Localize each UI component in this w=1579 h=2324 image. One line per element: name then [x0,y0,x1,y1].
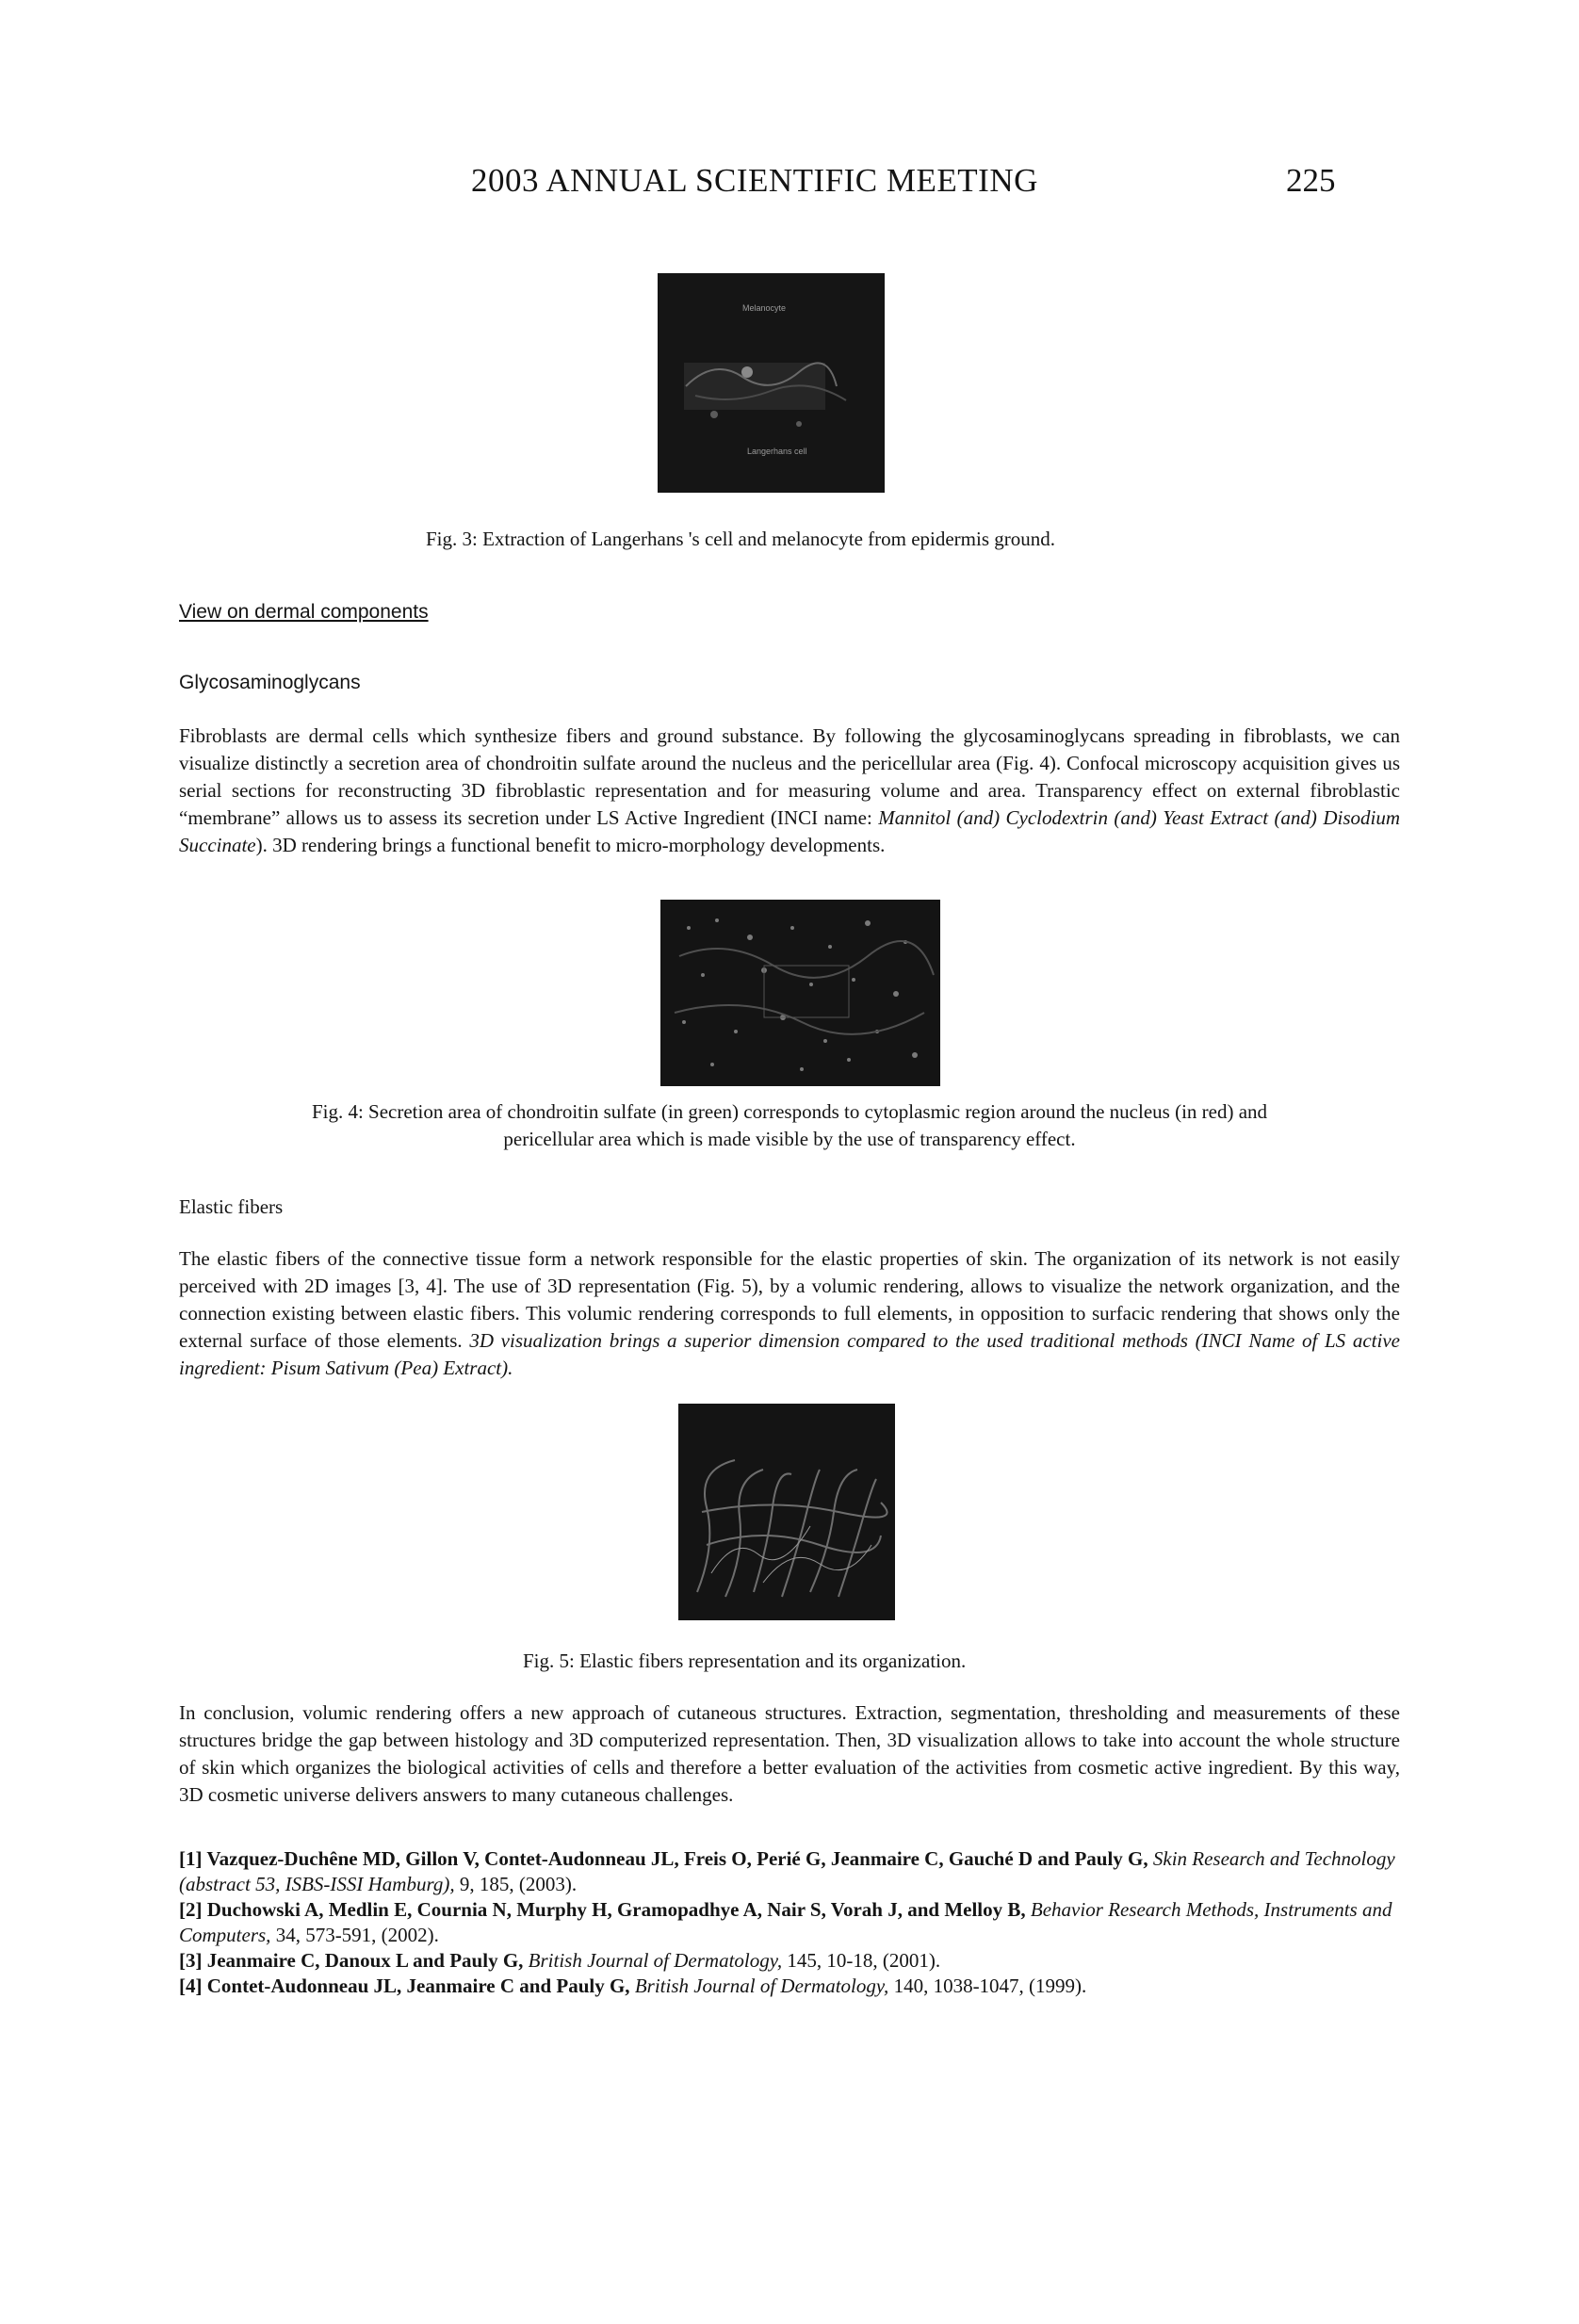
paragraph-elastic-fibers [179,1245,1400,1382]
fig3-label-melanocyte: Melanocyte [742,303,787,313]
figure-5-image [678,1404,895,1620]
figure-3-graphic [658,273,885,493]
reference-source: British Journal of Dermatology, [528,1949,783,1972]
reference-tail: 34, 573-591, (2002). [275,1924,439,1946]
fig3-label-langerhans: Langerhans cell [747,447,807,456]
figure-4-graphic [660,900,940,1086]
running-head [0,162,1579,200]
figure-5-caption: Fig. 5: Elastic fibers representation and its organization. [523,1650,967,1672]
subheading-glycosaminoglycans: Glycosaminoglycans [179,672,361,693]
glyco-text-1: Fibroblasts are dermal cells which synthesize fibers and ground substance. By following the glycosaminoglycans spreading in fibroblasts, we can visualize distinctly a secretion area of chondroitin sulfate around the nucleus and the pericellular area (Fig. 4). Confocal microscopy acquisition gives us serial sections for reconstructing 3D fibroblastic representation and for measuring volume and area. Transparency effect on external fibroblastic “membrane” allows us to assess its secretion under LS Active Ingredient (INCI name: [179,724,1400,829]
reference-source: Behavior Research Methods, Instruments and Computers, [179,1898,1392,1946]
reference-authors: [1] Vazquez-Duchêne MD, Gillon V, Contet-Audonneau JL, Freis O, Perié G, Jeanmaire C, Gauché D and Pauly G, [179,1847,1148,1870]
subheading-elastic-fibers: Elastic fibers [179,1195,284,1218]
paragraph-glycosaminoglycans [179,723,1400,859]
figure-3-image [658,273,885,493]
glyco-inci-italic: Mannitol (and) Cyclodextrin (and) Yeast Extract (and) Disodium Succinate [179,806,1401,856]
reference-authors: [2] Duchowski A, Medlin E, Cournia N, Murphy H, Gramopadhye A, Nair S, Vorah J, and Melloy B, [179,1898,1026,1921]
figure-4-caption-line-2: pericellular area which is made visible by the use of transparency effect. [503,1128,1076,1150]
elastic-text-1: The elastic fibers of the connective tissue form a network responsible for the elastic properties of skin. The organization of its network is not easily perceived with 2D images [3, 4]. The use of 3D representation (Fig. 5), by a volumic rendering, allows to visualize the network organization, and the connection existing between elastic fibers. This volumic rendering corresponds to full elements, in opposition to surfacic rendering that shows only the external surface of those elements. [179,1247,1400,1352]
reference-item [179,1897,1400,1948]
figure-3-caption: Fig. 3: Extraction of Langerhans 's cell and melanocyte from epidermis ground. [426,528,1056,550]
reference-authors: [3] Jeanmaire C, Danoux L and Pauly G, [179,1949,524,1972]
reference-tail: 140, 1038-1047, (1999). [893,1975,1087,1997]
reference-tail: 145, 10-18, (2001). [787,1949,941,1972]
reference-item [179,1948,1400,1974]
figure-4-caption [179,1098,1400,1153]
glyco-text-2: ). 3D rendering brings a functional benefit to micro-morphology developments. [255,834,886,856]
figure-5-graphic [678,1404,895,1620]
reference-authors: [4] Contet-Audonneau JL, Jeanmaire C and Pauly G, [179,1975,630,1997]
references-list [179,1846,1400,1999]
running-head-title: 2003 ANNUAL SCIENTIFIC MEETING [471,162,1038,199]
reference-source: British Journal of Dermatology, [634,1975,889,1997]
reference-item [179,1974,1400,1999]
reference-source: Skin Research and Technology (abstract 53, ISBS-ISSI Hamburg), [179,1847,1395,1895]
figure-4-image [660,900,940,1086]
reference-item [179,1846,1400,1897]
page-number: 225 [1286,162,1336,199]
paragraph-conclusion: In conclusion, volumic rendering offers a new approach of cutaneous structures. Extraction, segmentation, thresholding and measurements of these structures bridge the gap between histology and 3D computerized representation. Then, 3D visualization allows to take into account the whole structure of skin which organizes the biological activities of cells and therefore a better evaluation of the activities from cosmetic active ingredient. By this way, 3D cosmetic universe delivers answers to many cutaneous challenges. [179,1701,1400,1806]
section-heading-dermal: View on dermal components [179,601,429,623]
figure-4-caption-line-1: Fig. 4: Secretion area of chondroitin sulfate (in green) corresponds to cytoplasmic region around the nucleus (in red) and [311,1100,1268,1123]
elastic-text-italic: 3D visualization brings a superior dimension compared to the used traditional methods (INCI Name of LS active ingredient: Pisum Sativum (Pea) Extract). [179,1329,1400,1379]
reference-tail: 9, 185, (2003). [459,1873,578,1895]
